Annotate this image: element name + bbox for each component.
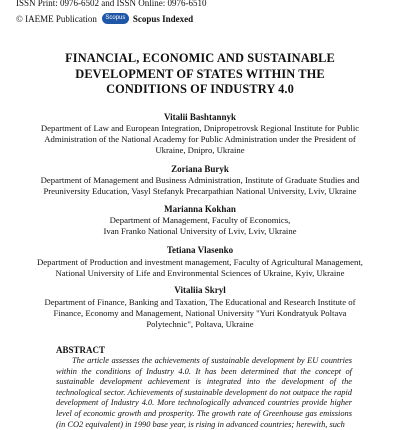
author-name: Marianna Kokhan [164, 204, 236, 214]
affiliation-line: Department of Management and Business Administration, Institute of Graduate Studies and [40, 175, 360, 185]
affiliation-line: National University of Life and Environmental Sciences of Ukraine, Kyiv, Ukraine [55, 268, 345, 278]
author-affiliation [8, 257, 392, 279]
author-name: Zoriana Buryk [171, 164, 229, 174]
paper-title [20, 51, 380, 98]
author-affiliation [8, 123, 392, 156]
scopus-logo-icon: Scopus [102, 13, 129, 24]
issn-line: ISSN Print: 0976-6502 and ISSN Online: 0976-6510 [16, 0, 207, 8]
paper-title-line: CONDITIONS OF INDUSTRY 4.0 [106, 82, 294, 96]
affiliation-line: Department of Finance, Banking and Taxation, The Educational and Research Institute of [44, 297, 356, 307]
affiliation-line: Polytechnic", Poltava, Ukraine [146, 319, 254, 329]
paper-title-line: FINANCIAL, ECONOMIC AND SUSTAINABLE [65, 51, 335, 65]
abstract-heading: ABSTRACT [56, 345, 106, 355]
publisher-row [16, 13, 193, 24]
affiliation-line: Ukraine, Dnipro, Ukraine [155, 145, 245, 155]
abstract-text: The article assesses the achievements of sustainable development by EU countries within the conditions of Industry 4.0. It has been determined that the concept of sustainable development achievement is integrated into the development of the technological sector. Achievements of sustainable development do not outpace the rapid development of Industry 4.0. More technologically advanced countries provide higher level of economic growth and prosperity. The growth rate of Greenhouse gas emissions (in CO2 equivalent) in 1990 base year, is rising in advanced countries; herewith, such [56, 356, 352, 429]
affiliation-line: Department of Law and European Integration, Dnipropetrovsk Regional Institute for Public [40, 123, 360, 133]
author-name: Vitaliia Skryl [174, 285, 226, 295]
author-name: Vitalii Bashtannyk [164, 112, 236, 122]
author-affiliation [8, 175, 392, 197]
affiliation-line: Department of Management, Faculty of Economics, [109, 215, 291, 225]
publisher-label: © IAEME Publication [16, 13, 97, 24]
paper-title-line: DEVELOPMENT OF STATES WITHIN THE [75, 66, 325, 81]
author-affiliation [8, 297, 392, 330]
affiliation-line: Department of Production and investment management, Faculty of Agricultural Management, [37, 257, 363, 267]
scopus-indexed-label: Scopus Indexed [132, 13, 194, 24]
author-affiliation [8, 215, 392, 237]
affiliation-line: Administration of the National Academy for Public Administration under the President of [44, 134, 356, 144]
affiliation-line: Finance, Economy and Management, National University "Yuri Kondratyuk Poltava [53, 308, 347, 318]
author-name: Tetiana Vlasenko [166, 245, 234, 255]
affiliation-line: Ivan Franko National University of Lviv, Lviv, Ukraine [103, 226, 297, 236]
affiliation-line: Preuniversity Education, Vasyl Stefanyk Precarpathian National University, Lviv, Ukraine [43, 186, 357, 196]
